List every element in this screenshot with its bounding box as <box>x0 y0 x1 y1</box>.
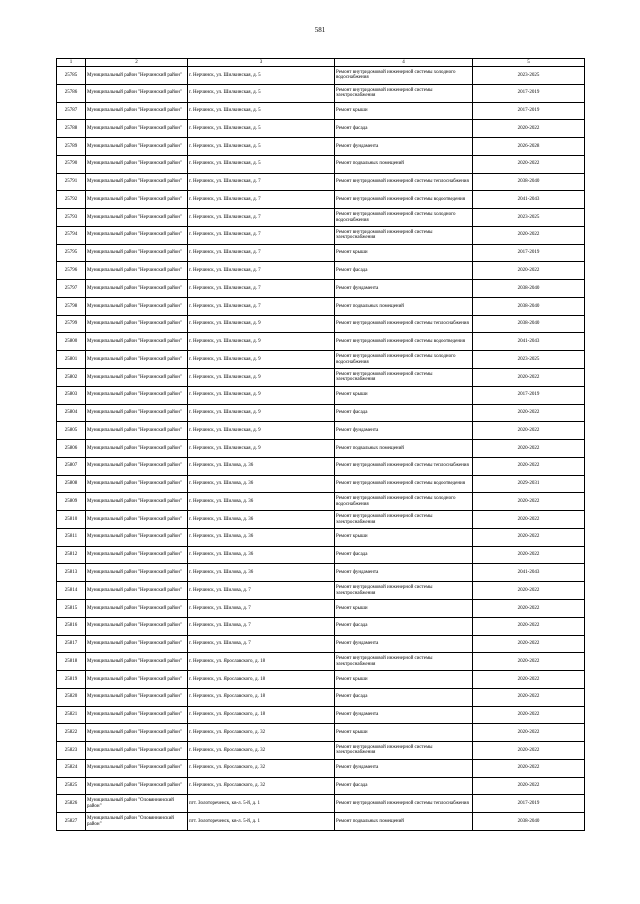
work-type-cell: Ремонт крыши <box>335 671 473 689</box>
row-number-cell: 25792 <box>57 191 86 209</box>
row-number-cell: 25823 <box>57 742 86 760</box>
work-type-cell: Ремонт фундамента <box>335 759 473 777</box>
row-number-cell: 25801 <box>57 351 86 369</box>
table-row <box>57 688 585 706</box>
row-number-cell: 25804 <box>57 404 86 422</box>
table-row <box>57 315 585 333</box>
address-cell: г. Нерчинск, ул. Шилкинская, д. 7 <box>188 280 335 298</box>
period-cell: 2029-2031 <box>473 475 585 493</box>
period-cell: 2020-2022 <box>473 582 585 600</box>
work-type-cell: Ремонт внутридомовой инженерной системы электроснабжения <box>335 582 473 600</box>
row-number-cell: 25826 <box>57 795 86 813</box>
municipality-cell: Муниципальный район "Нерчинский район" <box>86 333 188 351</box>
row-number-cell: 25805 <box>57 422 86 440</box>
work-type-cell: Ремонт внутридомовой инженерной системы теплоснабжения <box>335 315 473 333</box>
period-cell: 2020-2022 <box>473 706 585 724</box>
work-type-cell: Ремонт крыши <box>335 528 473 546</box>
work-type-cell: Ремонт фундамента <box>335 635 473 653</box>
address-cell: г. Нерчинск, ул. Шилкинская, д. 7 <box>188 262 335 280</box>
address-cell: г. Нерчинск, ул. Шилова, д. 36 <box>188 511 335 529</box>
row-number-cell: 25797 <box>57 280 86 298</box>
row-number-cell: 25825 <box>57 777 86 795</box>
municipality-cell: Муниципальный район "Нерчинский район" <box>86 617 188 635</box>
row-number-cell: 25786 <box>57 84 86 102</box>
table-row <box>57 138 585 156</box>
work-type-cell: Ремонт крыши <box>335 102 473 120</box>
row-number-cell: 25813 <box>57 564 86 582</box>
table-row <box>57 528 585 546</box>
municipality-cell: Муниципальный район "Нерчинский район" <box>86 546 188 564</box>
work-type-cell: Ремонт внутридомовой инженерной системы холодного водоснабжения <box>335 209 473 227</box>
work-type-cell: Ремонт фундамента <box>335 138 473 156</box>
column-header: 2 <box>86 59 188 67</box>
table-row <box>57 404 585 422</box>
table-row <box>57 653 585 671</box>
row-number-cell: 25820 <box>57 688 86 706</box>
table-row <box>57 173 585 191</box>
work-type-cell: Ремонт крыши <box>335 599 473 617</box>
address-cell: г. Нерчинск, ул. Шилкинская, д. 7 <box>188 297 335 315</box>
period-cell: 2020-2022 <box>473 120 585 138</box>
table-row <box>57 333 585 351</box>
work-type-cell: Ремонт фундамента <box>335 564 473 582</box>
row-number-cell: 25824 <box>57 759 86 777</box>
address-cell: г. Нерчинск, ул. Шилова, д. 36 <box>188 546 335 564</box>
work-type-cell: Ремонт внутридомовой инженерной системы электроснабжения <box>335 84 473 102</box>
work-type-cell: Ремонт фасада <box>335 546 473 564</box>
row-number-cell: 25810 <box>57 511 86 529</box>
period-cell: 2017-2019 <box>473 102 585 120</box>
period-cell: 2020-2022 <box>473 262 585 280</box>
row-number-cell: 25822 <box>57 724 86 742</box>
table-row <box>57 511 585 529</box>
row-number-cell: 25806 <box>57 440 86 458</box>
row-number-cell: 25821 <box>57 706 86 724</box>
table-row <box>57 297 585 315</box>
row-number-cell: 25816 <box>57 617 86 635</box>
address-cell: пгт. Золотореченск, кв-л. 5-й, д. 1 <box>188 795 335 813</box>
municipality-cell: Муниципальный район "Оловяннинский район" <box>86 795 188 813</box>
period-cell: 2020-2022 <box>473 493 585 511</box>
address-cell: г. Нерчинск, ул. Шилкинская, д. 5 <box>188 138 335 156</box>
address-cell: г. Нерчинск, ул. Шилова, д. 7 <box>188 635 335 653</box>
period-cell: 2020-2022 <box>473 226 585 244</box>
row-number-cell: 25803 <box>57 386 86 404</box>
row-number-cell: 25808 <box>57 475 86 493</box>
row-number-cell: 25787 <box>57 102 86 120</box>
period-cell: 2020-2022 <box>473 155 585 173</box>
table-row <box>57 813 585 831</box>
period-cell: 2020-2022 <box>473 617 585 635</box>
table-row <box>57 564 585 582</box>
work-type-cell: Ремонт фундамента <box>335 706 473 724</box>
municipality-cell: Муниципальный район "Нерчинский район" <box>86 724 188 742</box>
work-type-cell: Ремонт внутридомовой инженерной системы электроснабжения <box>335 742 473 760</box>
table-row <box>57 422 585 440</box>
row-number-cell: 25817 <box>57 635 86 653</box>
municipality-cell: Муниципальный район "Нерчинский район" <box>86 369 188 387</box>
period-cell: 2020-2022 <box>473 599 585 617</box>
column-header: 1 <box>57 59 86 67</box>
municipality-cell: Муниципальный район "Нерчинский район" <box>86 191 188 209</box>
work-type-cell: Ремонт подвальных помещений <box>335 155 473 173</box>
period-cell: 2023-2025 <box>473 351 585 369</box>
municipality-cell: Муниципальный район "Нерчинский район" <box>86 528 188 546</box>
row-number-cell: 25807 <box>57 457 86 475</box>
column-header: 4 <box>335 59 473 67</box>
column-header: 3 <box>188 59 335 67</box>
period-cell: 2023-2025 <box>473 67 585 85</box>
work-type-cell: Ремонт крыши <box>335 244 473 262</box>
municipality-cell: Муниципальный район "Нерчинский район" <box>86 138 188 156</box>
period-cell: 2017-2019 <box>473 244 585 262</box>
period-cell: 2038-2040 <box>473 315 585 333</box>
municipality-cell: Муниципальный район "Нерчинский район" <box>86 422 188 440</box>
municipality-cell: Муниципальный район "Нерчинский район" <box>86 493 188 511</box>
address-cell: г. Нерчинск, ул. Шилкинская, д. 7 <box>188 209 335 227</box>
work-type-cell: Ремонт внутридомовой инженерной системы холодного водоснабжения <box>335 493 473 511</box>
address-cell: г. Нерчинск, ул. Шилкинская, д. 5 <box>188 67 335 85</box>
table-row <box>57 742 585 760</box>
table-row <box>57 777 585 795</box>
row-number-cell: 25796 <box>57 262 86 280</box>
municipality-cell: Муниципальный район "Нерчинский район" <box>86 244 188 262</box>
address-cell: г. Нерчинск, ул. Ярославского, д. 18 <box>188 706 335 724</box>
municipality-cell: Муниципальный район "Нерчинский район" <box>86 84 188 102</box>
address-cell: г. Нерчинск, ул. Ярославского, д. 18 <box>188 653 335 671</box>
period-cell: 2020-2022 <box>473 528 585 546</box>
municipality-cell: Муниципальный район "Нерчинский район" <box>86 706 188 724</box>
address-cell: г. Нерчинск, ул. Ярославского, д. 32 <box>188 724 335 742</box>
address-cell: г. Нерчинск, ул. Ярославского, д. 18 <box>188 688 335 706</box>
row-number-cell: 25812 <box>57 546 86 564</box>
address-cell: г. Нерчинск, ул. Ярославского, д. 32 <box>188 742 335 760</box>
work-type-cell: Ремонт внутридомовой инженерной системы водоотведения <box>335 475 473 493</box>
table-row <box>57 617 585 635</box>
work-type-cell: Ремонт внутридомовой инженерной системы электроснабжения <box>335 511 473 529</box>
row-number-cell: 25788 <box>57 120 86 138</box>
work-type-cell: Ремонт фасада <box>335 120 473 138</box>
address-cell: г. Нерчинск, ул. Шилкинская, д. 9 <box>188 369 335 387</box>
address-cell: г. Нерчинск, ул. Шилова, д. 36 <box>188 528 335 546</box>
municipality-cell: Муниципальный район "Нерчинский район" <box>86 475 188 493</box>
table-row <box>57 226 585 244</box>
table-row <box>57 67 585 85</box>
work-type-cell: Ремонт фундамента <box>335 422 473 440</box>
row-number-cell: 25789 <box>57 138 86 156</box>
address-cell: г. Нерчинск, ул. Шилова, д. 36 <box>188 475 335 493</box>
address-cell: г. Нерчинск, ул. Шилкинская, д. 9 <box>188 351 335 369</box>
municipality-cell: Муниципальный район "Нерчинский район" <box>86 635 188 653</box>
period-cell: 2017-2019 <box>473 84 585 102</box>
period-cell: 2020-2022 <box>473 369 585 387</box>
period-cell: 2020-2022 <box>473 546 585 564</box>
table-row <box>57 599 585 617</box>
municipality-cell: Муниципальный район "Нерчинский район" <box>86 511 188 529</box>
period-cell: 2041-2043 <box>473 564 585 582</box>
table-row <box>57 582 585 600</box>
municipality-cell: Муниципальный район "Нерчинский район" <box>86 777 188 795</box>
work-type-cell: Ремонт внутридомовой инженерной системы теплоснабжения <box>335 457 473 475</box>
table-row <box>57 369 585 387</box>
address-cell: г. Нерчинск, ул. Шилкинская, д. 9 <box>188 422 335 440</box>
address-cell: г. Нерчинск, ул. Шилкинская, д. 9 <box>188 333 335 351</box>
row-number-cell: 25814 <box>57 582 86 600</box>
period-cell: 2020-2022 <box>473 742 585 760</box>
address-cell: г. Нерчинск, ул. Шилова, д. 7 <box>188 617 335 635</box>
table-row <box>57 706 585 724</box>
table-row <box>57 262 585 280</box>
municipality-cell: Муниципальный район "Нерчинский район" <box>86 688 188 706</box>
table-row <box>57 671 585 689</box>
table-row <box>57 244 585 262</box>
work-type-cell: Ремонт внутридомовой инженерной системы теплоснабжения <box>335 795 473 813</box>
period-cell: 2020-2022 <box>473 653 585 671</box>
row-number-cell: 25811 <box>57 528 86 546</box>
municipality-cell: Муниципальный район "Нерчинский район" <box>86 742 188 760</box>
address-cell: г. Нерчинск, ул. Шилкинская, д. 9 <box>188 404 335 422</box>
municipality-cell: Муниципальный район "Нерчинский район" <box>86 173 188 191</box>
row-number-cell: 25815 <box>57 599 86 617</box>
address-cell: г. Нерчинск, ул. Шилкинская, д. 5 <box>188 102 335 120</box>
address-cell: г. Нерчинск, ул. Шилова, д. 36 <box>188 564 335 582</box>
municipality-cell: Муниципальный район "Нерчинский район" <box>86 262 188 280</box>
period-cell: 2041-2043 <box>473 333 585 351</box>
work-type-cell: Ремонт фасада <box>335 404 473 422</box>
row-number-cell: 25809 <box>57 493 86 511</box>
table-row <box>57 493 585 511</box>
municipality-cell: Муниципальный район "Нерчинский район" <box>86 404 188 422</box>
work-type-cell: Ремонт внутридомовой инженерной системы водоотведения <box>335 333 473 351</box>
period-cell: 2020-2022 <box>473 404 585 422</box>
address-cell: г. Нерчинск, ул. Шилкинская, д. 9 <box>188 386 335 404</box>
address-cell: г. Нерчинск, ул. Шилкинская, д. 7 <box>188 191 335 209</box>
address-cell: г. Нерчинск, ул. Шилкинская, д. 5 <box>188 155 335 173</box>
address-cell: г. Нерчинск, ул. Шилова, д. 36 <box>188 493 335 511</box>
municipality-cell: Муниципальный район "Нерчинский район" <box>86 564 188 582</box>
municipality-cell: Муниципальный район "Нерчинский район" <box>86 102 188 120</box>
municipality-cell: Муниципальный район "Нерчинский район" <box>86 759 188 777</box>
municipality-cell: Муниципальный район "Нерчинский район" <box>86 386 188 404</box>
address-cell: г. Нерчинск, ул. Шилкинская, д. 7 <box>188 244 335 262</box>
work-type-cell: Ремонт внутридомовой инженерной системы электроснабжения <box>335 226 473 244</box>
table-row <box>57 724 585 742</box>
table-row <box>57 280 585 298</box>
row-number-cell: 25819 <box>57 671 86 689</box>
work-type-cell: Ремонт фундамента <box>335 280 473 298</box>
period-cell: 2020-2022 <box>473 724 585 742</box>
period-cell: 2026-2028 <box>473 138 585 156</box>
period-cell: 2020-2022 <box>473 457 585 475</box>
period-cell: 2020-2022 <box>473 440 585 458</box>
table-row <box>57 209 585 227</box>
table-row <box>57 475 585 493</box>
period-cell: 2038-2040 <box>473 280 585 298</box>
work-type-cell: Ремонт внутридомовой инженерной системы холодного водоснабжения <box>335 351 473 369</box>
work-type-cell: Ремонт подвальных помещений <box>335 297 473 315</box>
address-cell: г. Нерчинск, ул. Шилкинская, д. 5 <box>188 120 335 138</box>
municipality-cell: Муниципальный район "Оловяннинский район" <box>86 813 188 831</box>
period-cell: 2038-2040 <box>473 297 585 315</box>
period-cell: 2023-2025 <box>473 209 585 227</box>
work-type-cell: Ремонт внутридомовой инженерной системы водоотведения <box>335 191 473 209</box>
table-row <box>57 440 585 458</box>
municipality-cell: Муниципальный район "Нерчинский район" <box>86 653 188 671</box>
municipality-cell: Муниципальный район "Нерчинский район" <box>86 120 188 138</box>
municipality-cell: Муниципальный район "Нерчинский район" <box>86 226 188 244</box>
work-type-cell: Ремонт внутридомовой инженерной системы электроснабжения <box>335 369 473 387</box>
row-number-cell: 25802 <box>57 369 86 387</box>
work-type-cell: Ремонт внутридомовой инженерной системы холодного водоснабжения <box>335 67 473 85</box>
work-type-cell: Ремонт крыши <box>335 386 473 404</box>
row-number-cell: 25795 <box>57 244 86 262</box>
address-cell: г. Нерчинск, ул. Шилкинская, д. 9 <box>188 440 335 458</box>
municipality-cell: Муниципальный район "Нерчинский район" <box>86 457 188 475</box>
work-type-cell: Ремонт фасада <box>335 262 473 280</box>
table-row <box>57 351 585 369</box>
address-cell: г. Нерчинск, ул. Шилкинская, д. 9 <box>188 315 335 333</box>
row-number-cell: 25791 <box>57 173 86 191</box>
municipality-cell: Муниципальный район "Нерчинский район" <box>86 209 188 227</box>
table-row <box>57 191 585 209</box>
work-type-cell: Ремонт подвальных помещений <box>335 440 473 458</box>
address-cell: г. Нерчинск, ул. Шилова, д. 36 <box>188 457 335 475</box>
table-row <box>57 102 585 120</box>
work-type-cell: Ремонт фасада <box>335 688 473 706</box>
address-cell: г. Нерчинск, ул. Ярославского, д. 32 <box>188 759 335 777</box>
municipality-cell: Муниципальный район "Нерчинский район" <box>86 280 188 298</box>
table-header-row <box>57 59 585 67</box>
address-cell: г. Нерчинск, ул. Ярославского, д. 18 <box>188 671 335 689</box>
repair-schedule-table <box>56 58 585 831</box>
address-cell: г. Нерчинск, ул. Шилкинская, д. 5 <box>188 84 335 102</box>
address-cell: г. Нерчинск, ул. Шилова, д. 7 <box>188 582 335 600</box>
period-cell: 2041-2043 <box>473 191 585 209</box>
row-number-cell: 25818 <box>57 653 86 671</box>
row-number-cell: 25799 <box>57 315 86 333</box>
period-cell: 2020-2022 <box>473 688 585 706</box>
period-cell: 2038-2040 <box>473 813 585 831</box>
municipality-cell: Муниципальный район "Нерчинский район" <box>86 67 188 85</box>
address-cell: г. Нерчинск, ул. Шилова, д. 7 <box>188 599 335 617</box>
row-number-cell: 25800 <box>57 333 86 351</box>
municipality-cell: Муниципальный район "Нерчинский район" <box>86 297 188 315</box>
table-row <box>57 84 585 102</box>
work-type-cell: Ремонт крыши <box>335 724 473 742</box>
table-row <box>57 635 585 653</box>
table-row <box>57 759 585 777</box>
period-cell: 2017-2019 <box>473 386 585 404</box>
row-number-cell: 25793 <box>57 209 86 227</box>
municipality-cell: Муниципальный район "Нерчинский район" <box>86 599 188 617</box>
municipality-cell: Муниципальный район "Нерчинский район" <box>86 671 188 689</box>
table-row <box>57 386 585 404</box>
work-type-cell: Ремонт фасада <box>335 617 473 635</box>
period-cell: 2038-2040 <box>473 173 585 191</box>
municipality-cell: Муниципальный район "Нерчинский район" <box>86 155 188 173</box>
row-number-cell: 25794 <box>57 226 86 244</box>
work-type-cell: Ремонт подвальных помещений <box>335 813 473 831</box>
row-number-cell: 25790 <box>57 155 86 173</box>
work-type-cell: Ремонт внутридомовой инженерной системы электроснабжения <box>335 653 473 671</box>
period-cell: 2020-2022 <box>473 635 585 653</box>
municipality-cell: Муниципальный район "Нерчинский район" <box>86 315 188 333</box>
municipality-cell: Муниципальный район "Нерчинский район" <box>86 440 188 458</box>
period-cell: 2020-2022 <box>473 777 585 795</box>
municipality-cell: Муниципальный район "Нерчинский район" <box>86 582 188 600</box>
row-number-cell: 25785 <box>57 67 86 85</box>
table-row <box>57 546 585 564</box>
period-cell: 2020-2022 <box>473 422 585 440</box>
work-type-cell: Ремонт внутридомовой инженерной системы теплоснабжения <box>335 173 473 191</box>
table-row <box>57 795 585 813</box>
period-cell: 2020-2022 <box>473 511 585 529</box>
page-number: 581 <box>314 26 326 34</box>
period-cell: 2020-2022 <box>473 759 585 777</box>
row-number-cell: 25827 <box>57 813 86 831</box>
work-type-cell: Ремонт фасада <box>335 777 473 795</box>
table-row <box>57 457 585 475</box>
table-row <box>57 120 585 138</box>
table-row <box>57 155 585 173</box>
address-cell: г. Нерчинск, ул. Ярославского, д. 32 <box>188 777 335 795</box>
column-header: 5 <box>473 59 585 67</box>
municipality-cell: Муниципальный район "Нерчинский район" <box>86 351 188 369</box>
address-cell: г. Нерчинск, ул. Шилкинская, д. 7 <box>188 173 335 191</box>
period-cell: 2017-2019 <box>473 795 585 813</box>
address-cell: г. Нерчинск, ул. Шилкинская, д. 7 <box>188 226 335 244</box>
period-cell: 2020-2022 <box>473 671 585 689</box>
address-cell: пгт. Золотореченск, кв-л. 5-й, д. 1 <box>188 813 335 831</box>
row-number-cell: 25798 <box>57 297 86 315</box>
